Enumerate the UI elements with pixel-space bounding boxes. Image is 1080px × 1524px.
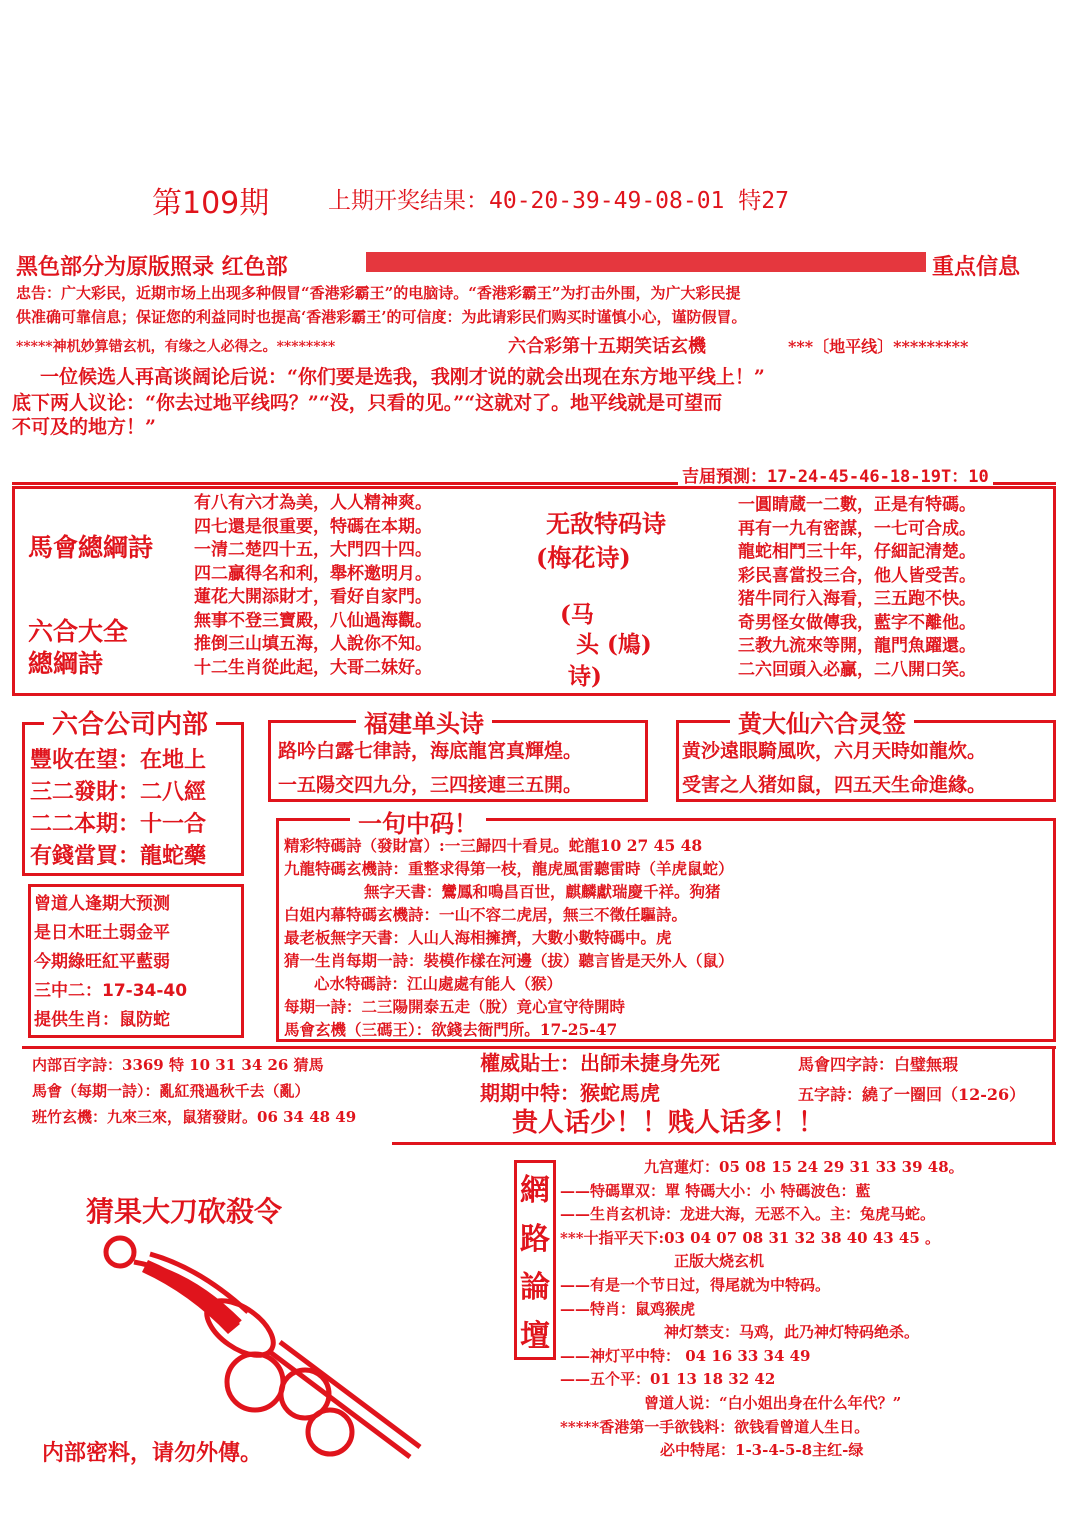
mid-left-line: 馬會（每期一詩）：亂紅飛過秋千去（亂） xyxy=(32,1082,310,1100)
mid-right-line: 五字詩：繞了一圈回（12-26） xyxy=(798,1085,1026,1104)
daoren-line: 提供生肖：鼠防蛇 xyxy=(34,1010,170,1030)
poem-left xyxy=(194,492,432,680)
daoren-line: 是日木旺土弱金平 xyxy=(34,923,170,943)
daoren-line: 三中二：17-34-40 xyxy=(34,981,188,1001)
last-result: 上期开奖结果：40-20-39-49-08-01 特27 xyxy=(328,188,789,214)
story-line1: 一位候选人再高谈阔论后说：“你们要是选我，我刚才说的就会出现在东方地平线上！” xyxy=(40,366,765,388)
yiju-line: 馬會玄機（三碼王）：欲錢去衙門所。17-25-47 xyxy=(284,1020,618,1039)
mid-left-line: 内部百字詩：3369 特 10 31 34 26 猜馬 xyxy=(32,1056,324,1074)
daoren-lines xyxy=(34,890,187,1035)
forum-line: ——神灯平中特： 04 16 33 34 49 xyxy=(560,1346,811,1365)
fujian-lines xyxy=(278,734,582,802)
poem-line: 三教九流來等開，龍門魚躍還。 xyxy=(738,636,976,656)
company-title: 六合公司内部 xyxy=(44,704,216,741)
huang-line: 黄沙遠眼騎風吹，六月天時如龍炊。 xyxy=(682,740,987,762)
mid-center-line: 期期中特：猴蛇馬虎 xyxy=(480,1081,660,1105)
liuhe-label-a: 六合大全 xyxy=(28,617,129,646)
mahui-label: 馬會總綱詩 xyxy=(28,533,154,562)
sword-title: 猜果大刀砍殺令 xyxy=(86,1195,283,1228)
forum-line: 九宫蓮灯：05 08 15 24 29 31 33 39 48。 xyxy=(644,1158,964,1176)
yiju-line: 無字天書：鸞鳳和鳴昌百世，麒麟獻瑞慶千祥。狗猪 xyxy=(364,882,721,901)
issue-number: 第109期 xyxy=(152,186,270,221)
forum-line: ——生肖玄机诗：龙进大海，无恶不入。主：兔虎马蛇。 xyxy=(560,1205,936,1224)
poem-line: 四二贏得名和利，舉杯邀明月。 xyxy=(194,563,432,584)
company-line: 豐收在望：在地上 xyxy=(30,747,207,773)
poem-line: 四七還是很重要，特碼在本期。 xyxy=(194,516,432,537)
yiju-lines xyxy=(284,834,734,1041)
huang-lines xyxy=(682,734,986,802)
fujian-title: 福建单头诗 xyxy=(356,704,492,739)
intro-line1-left: 黑色部分为原版照录 红色部 xyxy=(16,254,288,280)
liuhe-label-b: 總綱詩 xyxy=(28,649,104,678)
forum-char: 網 xyxy=(520,1173,550,1209)
mid-rule-bottom xyxy=(392,1142,1056,1145)
poem-right xyxy=(738,494,976,682)
huang-line: 受害之人猪如鼠，四五天生命進緣。 xyxy=(682,774,987,796)
mid-left xyxy=(32,1052,356,1130)
forum-line: ——特碼單双：單 特碼大小：小 特碼波色：藍 xyxy=(560,1181,871,1200)
mid-title-2: (梅花诗) xyxy=(536,543,631,572)
company-lines xyxy=(30,744,206,872)
huang-title: 黄大仙六合灵签 xyxy=(730,704,914,739)
story-line2: 底下两人议论：“你去过地平线吗？”“没，只看的见。”“这就对了。地平线就是可望而 xyxy=(12,392,723,414)
forum-line: ——有是一个节日过，得尾就为中特码。 xyxy=(560,1275,831,1294)
mid-title-3a: (马 xyxy=(560,601,594,628)
notice-line2: 供准确可靠信息；保证您的利益同时也提高‘香港彩霸王’的可信度：为此请彩民们购买时谨慎小心，谨防假冒。 xyxy=(16,308,747,326)
daoren-line: 今期綠旺紅平藍弱 xyxy=(34,952,170,972)
forum-line: ***十指平天下:03 04 07 08 31 32 38 40 43 45 。 xyxy=(560,1228,941,1247)
poem-line: 一圓睛蔵一二數，正是有特碼。 xyxy=(738,495,976,515)
mid-title-3c: 诗) xyxy=(568,663,602,690)
forum-line: ——特肖：鼠鸡猴虎 xyxy=(560,1299,696,1318)
daoren-line: 曾道人逢期大预测 xyxy=(34,894,170,914)
stars-mid: 六合彩第十五期笑话玄機 xyxy=(508,336,706,357)
forecast: 吉届預測：17-24-45-46-18-19T：10 xyxy=(678,462,993,487)
poem-line: 十二生肖從此起，大哥二妹好。 xyxy=(194,657,432,678)
yiju-line: 白姐内幕特碼玄機詩：一山不容二虎居，無三不徵任驅詩。 xyxy=(284,905,688,924)
yiju-title: 一句中码！ xyxy=(350,804,486,839)
stars-left: *****神机妙算错玄机，有缘之人必得之。******** xyxy=(16,339,336,355)
forum-line: 正版大烧玄机 xyxy=(674,1252,765,1271)
poem-line: 有八有六才為美，人人精神爽。 xyxy=(194,493,432,513)
forum-line: 必中特尾：1-3-4-5-8主红-绿 xyxy=(660,1441,864,1460)
fujian-line: 路吟白露七律詩，海底龍宮真輝煌。 xyxy=(278,740,583,762)
forum-line: ——五个平：01 13 18 32 42 xyxy=(560,1370,776,1389)
yiju-line: 精彩特碼詩（發財富）:一三歸四十看見。蛇龍10 27 45 48 xyxy=(284,836,703,855)
forum-lines xyxy=(560,1156,964,1463)
yiju-line: 九龍特碼玄機詩：重整求得第一枝，龍虎風雷聽雷時（羊虎鼠蛇） xyxy=(284,859,734,878)
fujian-line: 一五陽交四九分，三四接連三五開。 xyxy=(278,774,583,796)
mid-right xyxy=(798,1050,1025,1110)
story-line3: 不可及的地方！” xyxy=(12,416,156,438)
poem-line: 猪牛同行入海看，三五跑不快。 xyxy=(738,589,976,609)
company-line: 三二發財：二八經 xyxy=(30,779,207,805)
slogan: 贵人话少！！贱人话多！！ xyxy=(512,1108,825,1138)
mid-title-3b: 头 (鳩) xyxy=(576,631,652,658)
yiju-line: 心水特碼詩：江山處處有能人（猴） xyxy=(314,974,563,993)
poem-line: 再有一九有密謀，一七可合成。 xyxy=(738,518,976,539)
forum-char: 論 xyxy=(520,1270,550,1306)
stars-right: ***〔地平线〕********* xyxy=(788,337,969,356)
poem-line: 一清二楚四十五，大門四十四。 xyxy=(194,540,432,560)
forum-line: *****香港第一手欲钱料：欲钱看曾道人生日。 xyxy=(560,1417,870,1436)
yiju-line: 猜一生肖每期一詩：裝模作樣在河邊（拔）聽言皆是天外人（鼠） xyxy=(284,951,734,970)
forum-line: 曾道人说：“白小姐出身在什么年代？” xyxy=(644,1393,902,1412)
mid-left-line: 班竹玄機：九來三來，鼠猪發財。06 34 48 49 xyxy=(32,1108,357,1126)
poem-line: 二六回頭入必贏，二八開口笑。 xyxy=(738,659,976,680)
intro-line1-right: 重点信息 xyxy=(932,254,1021,280)
mid-center-line: 權威貼士：出師未捷身先死 xyxy=(480,1051,720,1075)
mid-title-1: 无敌特码诗 xyxy=(546,509,666,538)
notice-line1: 忠告：广大彩民，近期市场上出现多种假冒“香港彩霸王”的电脑诗。“香港彩霸王”为打击外围，为广大彩民提 xyxy=(16,284,741,302)
forum-char: 壇 xyxy=(520,1318,550,1354)
poem-line: 奇男怪女做傳我，藍字不離他。 xyxy=(738,612,976,633)
poem-line: 龍蛇相鬥三十年，仔細記清楚。 xyxy=(738,542,976,562)
company-line: 有錢當買：龍蛇藥 xyxy=(30,843,207,869)
forum-line: 神灯禁支：马鸡，此乃神灯特码绝杀。 xyxy=(664,1323,920,1342)
mid-rule-right xyxy=(1052,1046,1055,1142)
yiju-line: 每期一詩：二三陽開泰五走（脫）竟心宣守待開時 xyxy=(284,997,626,1016)
yiju-line: 最老板無字天書：人山人海相擁擠，大數小數特碼中。虎 xyxy=(284,928,672,947)
forum-vertical-title xyxy=(514,1160,556,1360)
sword-footer: 内部密料，请勿外傳。 xyxy=(42,1440,263,1466)
forum-char: 路 xyxy=(520,1221,550,1257)
company-line: 二二本期：十一合 xyxy=(30,811,207,837)
mid-right-line: 馬會四字詩：白璧無瑕 xyxy=(798,1055,959,1074)
poem-line: 推倒三山填五海，人說你不知。 xyxy=(194,634,432,654)
mid-center xyxy=(480,1048,720,1108)
poem-line: 彩民喜當投三合，他人皆受苦。 xyxy=(738,565,976,586)
sword-illustration xyxy=(90,1232,430,1462)
poem-line: 蓮花大開添財才，看好自家門。 xyxy=(194,587,432,607)
redacted-band xyxy=(366,252,926,272)
poem-line: 無事不登三寶殿，八仙過海觀。 xyxy=(194,610,432,631)
